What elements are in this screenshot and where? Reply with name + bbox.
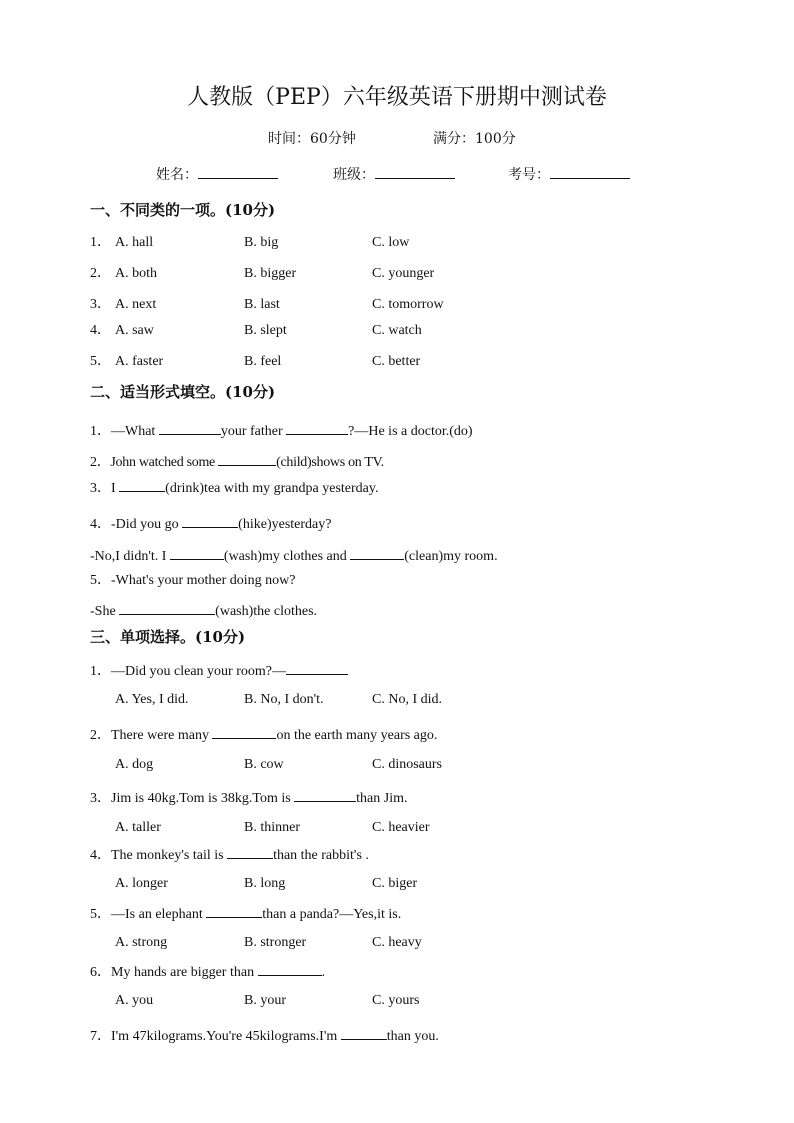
s2-q3 bbox=[90, 478, 378, 498]
section3-title: 三、单项选择。(10分) bbox=[90, 628, 246, 646]
s3-q6-option-b[interactable]: B. your bbox=[244, 993, 286, 1008]
s3-q7 bbox=[90, 1026, 439, 1046]
name-label: 姓名： bbox=[156, 167, 198, 183]
s1-q5-number: 5． bbox=[90, 354, 111, 369]
s3-q6-blank[interactable] bbox=[258, 962, 322, 976]
s2-q3-number: 3． bbox=[90, 481, 111, 496]
s3-q7-blank[interactable] bbox=[341, 1026, 387, 1040]
s2-q2-text-2: (child)shows on TV. bbox=[276, 455, 384, 470]
s3-q2-option-a[interactable]: A. dog bbox=[115, 757, 154, 772]
class-label: 班级： bbox=[333, 167, 375, 183]
class-field bbox=[333, 165, 455, 184]
s3-q3-blank[interactable] bbox=[294, 788, 356, 802]
s1-q5-option-b: B. feel bbox=[244, 354, 282, 369]
s3-q6-text: My hands are bigger than bbox=[111, 965, 258, 980]
name-blank[interactable] bbox=[198, 165, 278, 179]
s1-q5-option-c: C. better bbox=[372, 354, 421, 369]
s3-q1-option-b[interactable]: B. No, I don't. bbox=[244, 692, 324, 707]
s3-q2-text-2: on the earth many years ago. bbox=[276, 728, 438, 743]
s2-q5-answer bbox=[90, 601, 317, 621]
number-field bbox=[508, 165, 630, 184]
s1-q4-option-b: B. slept bbox=[244, 323, 287, 338]
s3-q3-option-c[interactable]: C. heavier bbox=[372, 820, 430, 835]
s3-q1 bbox=[90, 661, 348, 681]
s2-q4-number: 4． bbox=[90, 517, 111, 532]
s2-q4b-text-3: (clean)my room. bbox=[404, 549, 498, 564]
s3-q6-text-2: . bbox=[321, 965, 326, 980]
s3-q4-option-c[interactable]: C. biger bbox=[372, 876, 418, 891]
s2-q1-text-2: your father bbox=[220, 424, 287, 439]
s2-q5b-text: -She bbox=[90, 604, 120, 619]
s3-q4-option-a[interactable]: A. longer bbox=[115, 876, 168, 891]
s3-q6-number: 6． bbox=[90, 965, 111, 980]
s3-q7-text-2: than you. bbox=[386, 1029, 439, 1044]
s3-q5-text: —Is an elephant bbox=[111, 907, 207, 922]
s1-q2-number: 2． bbox=[90, 266, 111, 281]
s1-q1-option-b: B. big bbox=[244, 235, 279, 250]
s3-q1-option-a[interactable]: A. Yes, I did. bbox=[115, 692, 189, 707]
s3-q2-number: 2． bbox=[90, 728, 111, 743]
s3-q3-option-a[interactable]: A. taller bbox=[115, 820, 161, 835]
s3-q1-text: —Did you clean your room?— bbox=[111, 664, 286, 679]
s3-q7-text: I'm 47kilograms.You're 45kilograms.I'm bbox=[111, 1029, 341, 1044]
s3-q4-number: 4． bbox=[90, 848, 111, 863]
s3-q1-option-c[interactable]: C. No, I did. bbox=[372, 692, 442, 707]
s3-q2-text: There were many bbox=[111, 728, 213, 743]
s2-q4-blank[interactable] bbox=[182, 514, 238, 528]
s2-q1-number: 1． bbox=[90, 424, 111, 439]
s1-q1-option-c: C. low bbox=[372, 235, 410, 250]
s3-q4-option-b[interactable]: B. long bbox=[244, 876, 286, 891]
s2-q1-text-3: ?—He is a doctor.(do) bbox=[348, 424, 473, 439]
s3-q6-option-a[interactable]: A. you bbox=[115, 993, 154, 1008]
s3-q5-option-a[interactable]: A. strong bbox=[115, 935, 168, 950]
s3-q6-option-c[interactable]: C. yours bbox=[372, 993, 420, 1008]
s2-q2-text: John watched some bbox=[110, 455, 219, 470]
s2-q5-number: 5． bbox=[90, 573, 111, 588]
s3-q4-text: The monkey's tail is bbox=[111, 848, 228, 863]
s2-q3-blank[interactable] bbox=[119, 478, 165, 492]
s3-q3-text: Jim is 40kg.Tom is 38kg.Tom is bbox=[111, 791, 295, 806]
s2-q3-text-2: (drink)tea with my grandpa yesterday. bbox=[165, 481, 379, 496]
s1-q2-option-c: C. younger bbox=[372, 266, 435, 281]
exam-time: 时间：60分钟 bbox=[268, 131, 356, 147]
s2-q4-answer bbox=[90, 546, 498, 566]
s3-q1-number: 1． bbox=[90, 664, 111, 679]
s2-q4 bbox=[90, 514, 331, 534]
s1-q2-option-a: A. both bbox=[115, 266, 157, 281]
s1-q1-number: 1． bbox=[90, 235, 111, 250]
s3-q3-number: 3． bbox=[90, 791, 111, 806]
s2-q1 bbox=[90, 421, 473, 441]
s2-q4-text: -Did you go bbox=[111, 517, 183, 532]
s2-q3-text: I bbox=[111, 481, 120, 496]
s3-q2-option-b[interactable]: B. cow bbox=[244, 757, 284, 772]
s3-q4-text-2: than the rabbit's . bbox=[273, 848, 369, 863]
s2-q1-blank-1[interactable] bbox=[159, 421, 221, 435]
s2-q2 bbox=[90, 452, 384, 472]
s3-q5-number: 5． bbox=[90, 907, 111, 922]
exam-score: 满分：100分 bbox=[433, 131, 516, 147]
s1-q3-option-c: C. tomorrow bbox=[372, 297, 444, 312]
section1-title: 一、不同类的一项。(10分) bbox=[90, 201, 276, 219]
s2-q4b-text-2: (wash)my clothes and bbox=[223, 549, 351, 564]
s2-q5b-blank[interactable] bbox=[119, 601, 215, 615]
s3-q4-blank[interactable] bbox=[227, 845, 273, 859]
s2-q1-text: —What bbox=[111, 424, 159, 439]
s1-q4-option-a: A. saw bbox=[115, 323, 154, 338]
s2-q2-number: 2． bbox=[90, 455, 111, 470]
section2-title: 二、适当形式填空。(10分) bbox=[90, 383, 276, 401]
s2-q5b-text-2: (wash)the clothes. bbox=[215, 604, 318, 619]
s1-q3-option-a: A. next bbox=[115, 297, 157, 312]
s3-q2-option-c[interactable]: C. dinosaurs bbox=[372, 757, 442, 772]
s3-q7-number: 7． bbox=[90, 1029, 111, 1044]
number-label: 考号： bbox=[508, 167, 550, 183]
s1-q3-option-b: B. last bbox=[244, 297, 280, 312]
number-blank[interactable] bbox=[550, 165, 630, 179]
s3-q5-option-b[interactable]: B. stronger bbox=[244, 935, 307, 950]
s3-q5-blank[interactable] bbox=[206, 904, 262, 918]
s1-q4-number: 4． bbox=[90, 323, 111, 338]
s1-q4-option-c: C. watch bbox=[372, 323, 422, 338]
s1-q1-option-a: A. hall bbox=[115, 235, 154, 250]
s1-q5-option-a: A. faster bbox=[115, 354, 164, 369]
s3-q5-option-c[interactable]: C. heavy bbox=[372, 935, 422, 950]
s3-q6 bbox=[90, 962, 325, 982]
s2-q1-blank-2[interactable] bbox=[286, 421, 348, 435]
page-title: 人教版（PEP）六年级英语下册期中测试卷 bbox=[187, 85, 607, 110]
s2-q4b-blank-2[interactable] bbox=[350, 546, 404, 560]
s3-q5-text-2: than a panda?—Yes,it is. bbox=[262, 907, 402, 922]
s1-q3-number: 3． bbox=[90, 297, 111, 312]
s2-q5-text: -What's your mother doing now? bbox=[111, 573, 296, 588]
name-field bbox=[156, 165, 278, 184]
s2-q4-text-2: (hike)yesterday? bbox=[238, 517, 332, 532]
s3-q1-blank[interactable] bbox=[286, 661, 348, 675]
s2-q4b-blank-1[interactable] bbox=[170, 546, 224, 560]
s3-q5 bbox=[90, 904, 401, 924]
s3-q3-option-b[interactable]: B. thinner bbox=[244, 820, 300, 835]
class-blank[interactable] bbox=[375, 165, 455, 179]
s2-q4b-text: -No,I didn't. I bbox=[90, 549, 170, 564]
s3-q4 bbox=[90, 845, 369, 865]
s3-q3 bbox=[90, 788, 408, 808]
s2-q5 bbox=[90, 572, 295, 590]
s2-q2-blank[interactable] bbox=[218, 452, 276, 466]
s1-q2-option-b: B. bigger bbox=[244, 266, 297, 281]
s3-q2 bbox=[90, 725, 437, 745]
s3-q3-text-2: than Jim. bbox=[356, 791, 408, 806]
s3-q2-blank[interactable] bbox=[212, 725, 276, 739]
